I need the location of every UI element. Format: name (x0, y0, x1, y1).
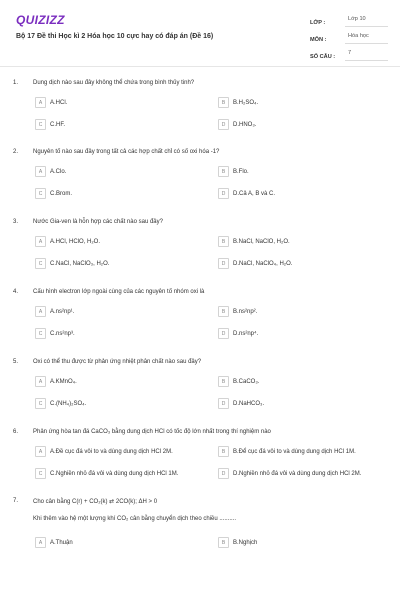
option-text: A.Clo. (50, 168, 67, 175)
option-text: B.H₂SO₄. (233, 99, 259, 106)
option-d[interactable] (218, 397, 264, 410)
question-text: Cho cân bằng C(r) + CO₂(k) ⇄ 2CO(k); ΔH > 0 (33, 499, 158, 505)
option-letter-box: D (218, 258, 229, 269)
option-c[interactable] (35, 397, 86, 410)
option-b[interactable] (218, 96, 258, 109)
option-letter-box: D (218, 328, 229, 339)
meta-row-subject (310, 29, 388, 44)
question-number: 2. (13, 149, 19, 155)
question-number: 3. (13, 219, 19, 225)
option-letter-box: A (35, 537, 46, 548)
option-letter-box: B (218, 97, 229, 108)
option-c[interactable] (35, 118, 65, 131)
option-letter-box: A (35, 376, 46, 387)
question-number: 6. (13, 429, 19, 435)
option-text: A.HCl, HClO, H₂O. (50, 238, 100, 245)
question-number: 1. (13, 80, 19, 86)
option-letter-box: D (218, 119, 229, 130)
question-number: 7. (13, 498, 19, 504)
option-letter-box: B (218, 376, 229, 387)
option-text: D.NaCl, NaClO₄, H₂O. (233, 260, 293, 267)
option-text: C.(NH₄)₂SO₄. (50, 400, 87, 407)
question-number: 4. (13, 289, 19, 295)
question-text-line-2: Khi thêm vào hệ một lượng khí CO₂ cân bằng chuyển dịch theo chiều .......... (33, 516, 237, 522)
option-letter-box: B (218, 236, 229, 247)
meta-row-class (310, 12, 388, 27)
option-a[interactable] (35, 165, 66, 178)
option-a[interactable] (35, 235, 100, 248)
option-letter-box: B (218, 446, 229, 457)
option-d[interactable] (218, 257, 292, 270)
option-text: C.Nghiền nhỏ đá vôi và dùng dung dịch HCl 1M. (50, 470, 179, 477)
option-a[interactable] (35, 445, 173, 458)
option-letter-box: D (218, 398, 229, 409)
option-text: B.NaCl, NaClO, H₂O. (233, 238, 290, 245)
option-letter-box: D (218, 188, 229, 199)
option-letter-box: A (35, 97, 46, 108)
question-text: Nguyên tố nào sau đây trong tất cả các hợp chất chỉ có số oxi hóa -1? (33, 149, 220, 155)
option-d[interactable] (218, 118, 256, 131)
option-letter-box: C (35, 258, 46, 269)
option-b[interactable] (218, 305, 257, 318)
option-text: C.NaCl, NaClO₃, H₂O. (50, 260, 110, 267)
option-b[interactable] (218, 375, 259, 388)
meta-value-count: 7 (345, 50, 388, 61)
option-letter-box: B (218, 306, 229, 317)
option-b[interactable] (218, 536, 257, 549)
option-text: C.ns²np³. (50, 330, 75, 337)
option-d[interactable] (218, 327, 258, 340)
meta-value-class: Lớp 10 (345, 16, 388, 27)
option-text: A.HCl. (50, 99, 68, 106)
option-letter-box: C (35, 119, 46, 130)
option-text: D.Nghiền nhỏ đá vôi và dùng dung dịch HCl 2M. (233, 470, 362, 477)
option-text: A.Đề cục đá vôi to và dùng dung dịch HCl 2M. (50, 448, 173, 455)
meta-label-subject: MÔN : (310, 37, 327, 43)
option-letter-box: A (35, 306, 46, 317)
option-text: A.Thuận (50, 539, 73, 546)
option-text: B.Nghịch (233, 539, 258, 546)
meta-label-count: SỐ CÂU : (310, 54, 336, 60)
option-letter-box: C (35, 398, 46, 409)
option-letter-box: B (218, 537, 229, 548)
option-a[interactable] (35, 305, 74, 318)
option-letter-box: A (35, 236, 46, 247)
option-text: D.NaHCO₃. (233, 400, 265, 407)
option-c[interactable] (35, 467, 178, 480)
option-a[interactable] (35, 96, 67, 109)
option-b[interactable] (218, 445, 356, 458)
option-c[interactable] (35, 257, 109, 270)
option-d[interactable] (218, 187, 275, 200)
option-text: A.KMnO₄. (50, 378, 77, 385)
option-text: D.ns²np⁴. (233, 330, 259, 337)
meta-label-class: LỚP : (310, 20, 326, 26)
meta-row-count (310, 46, 388, 61)
question-text: Cấu hình electron lớp ngoài cùng của các nguyên tố nhóm oxi là (33, 289, 205, 295)
option-b[interactable] (218, 165, 249, 178)
option-letter-box: C (35, 328, 46, 339)
option-letter-box: A (35, 166, 46, 177)
option-text: C.HF. (50, 121, 65, 128)
option-b[interactable] (218, 235, 290, 248)
option-letter-box: D (218, 468, 229, 479)
question-text: Dung dịch nào sau đây không thể chứa trong bình thủy tinh? (33, 80, 195, 86)
page-title: Bộ 17 Đề thi Học kì 2 Hóa học 10 cực hay có đáp án (Đề 16) (16, 33, 214, 40)
meta-value-subject: Hóa học (345, 33, 388, 44)
option-letter-box: A (35, 446, 46, 457)
option-letter-box: C (35, 468, 46, 479)
worksheet-header (0, 0, 400, 67)
option-c[interactable] (35, 187, 72, 200)
option-a[interactable] (35, 375, 77, 388)
option-letter-box: B (218, 166, 229, 177)
option-a[interactable] (35, 536, 73, 549)
question-number: 5. (13, 359, 19, 365)
option-text: B.CaCO₃. (233, 378, 260, 385)
option-text: C.Brom. (50, 190, 73, 197)
option-text: D.HNO₃. (233, 121, 257, 128)
quizizz-logo: QUIZIZZ (16, 13, 65, 27)
option-c[interactable] (35, 327, 75, 340)
option-text: B.Flo. (233, 168, 249, 175)
option-d[interactable] (218, 467, 361, 480)
meta-info (310, 12, 388, 63)
option-text: B.Để cục đá vôi to và dùng dung dịch HCl 1M. (233, 448, 356, 455)
question-text: Nước Gia-ven là hỗn hợp các chất nào sau đây? (33, 219, 163, 225)
option-text: B.ns²np². (233, 308, 258, 315)
question-text: Phản ứng hòa tan đá CaCO₃ bằng dung dịch HCl có tốc độ lớn nhất trong thí nghiệm nào (33, 429, 271, 435)
option-text: D.Cả A, B và C. (233, 190, 276, 197)
option-text: A.ns²np¹. (50, 308, 75, 315)
option-letter-box: C (35, 188, 46, 199)
question-text: Oxi có thể thu được từ phản ứng nhiệt phân chất nào sau đây? (33, 359, 202, 365)
